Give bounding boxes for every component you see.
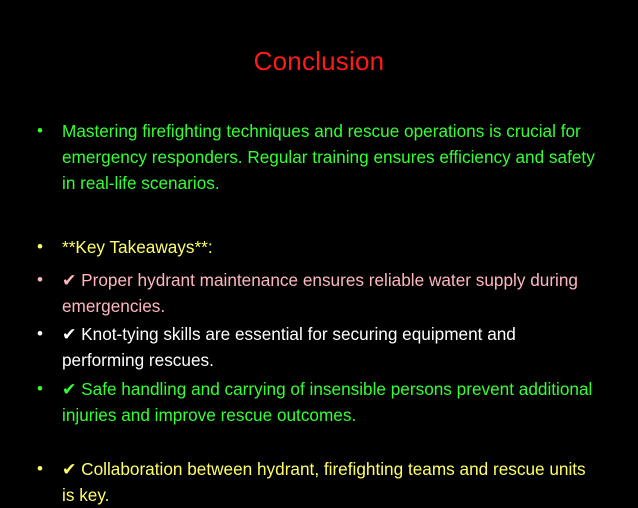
bullet-dot-icon: • [37,459,43,478]
bullet-text: ✔ Proper hydrant maintenance ensures reliable water supply during emergencies. [62,270,578,316]
bullet-text: Mastering firefighting techniques and rescue operations is crucial for emergency responders. Regular training ensures efficiency and safety in real-life scenarios. [62,121,595,193]
bullet-text: ✔ Knot-tying skills are essential for securing equipment and performing rescues. [62,324,516,370]
bullet-dot-icon: • [37,121,43,140]
bullet-item [37,267,597,319]
bullet-item [37,376,597,428]
bullet-dot-icon: • [37,324,43,343]
bullet-item [37,118,597,196]
bullet-dot-icon: • [37,237,43,256]
bullet-text: **Key Takeaways**: [62,237,213,257]
bullet-dot-icon: • [37,379,43,398]
bullet-text: ✔ Safe handling and carrying of insensible persons prevent additional injuries and improve rescue outcomes. [62,379,593,425]
bullet-item [37,321,597,373]
bullet-text: ✔ Collaboration between hydrant, firefighting teams and rescue units is key. [62,459,586,505]
slide-title: Conclusion [253,46,385,76]
bullet-item [37,234,597,260]
bullet-dot-icon: • [37,270,43,289]
bullet-item [37,456,597,508]
